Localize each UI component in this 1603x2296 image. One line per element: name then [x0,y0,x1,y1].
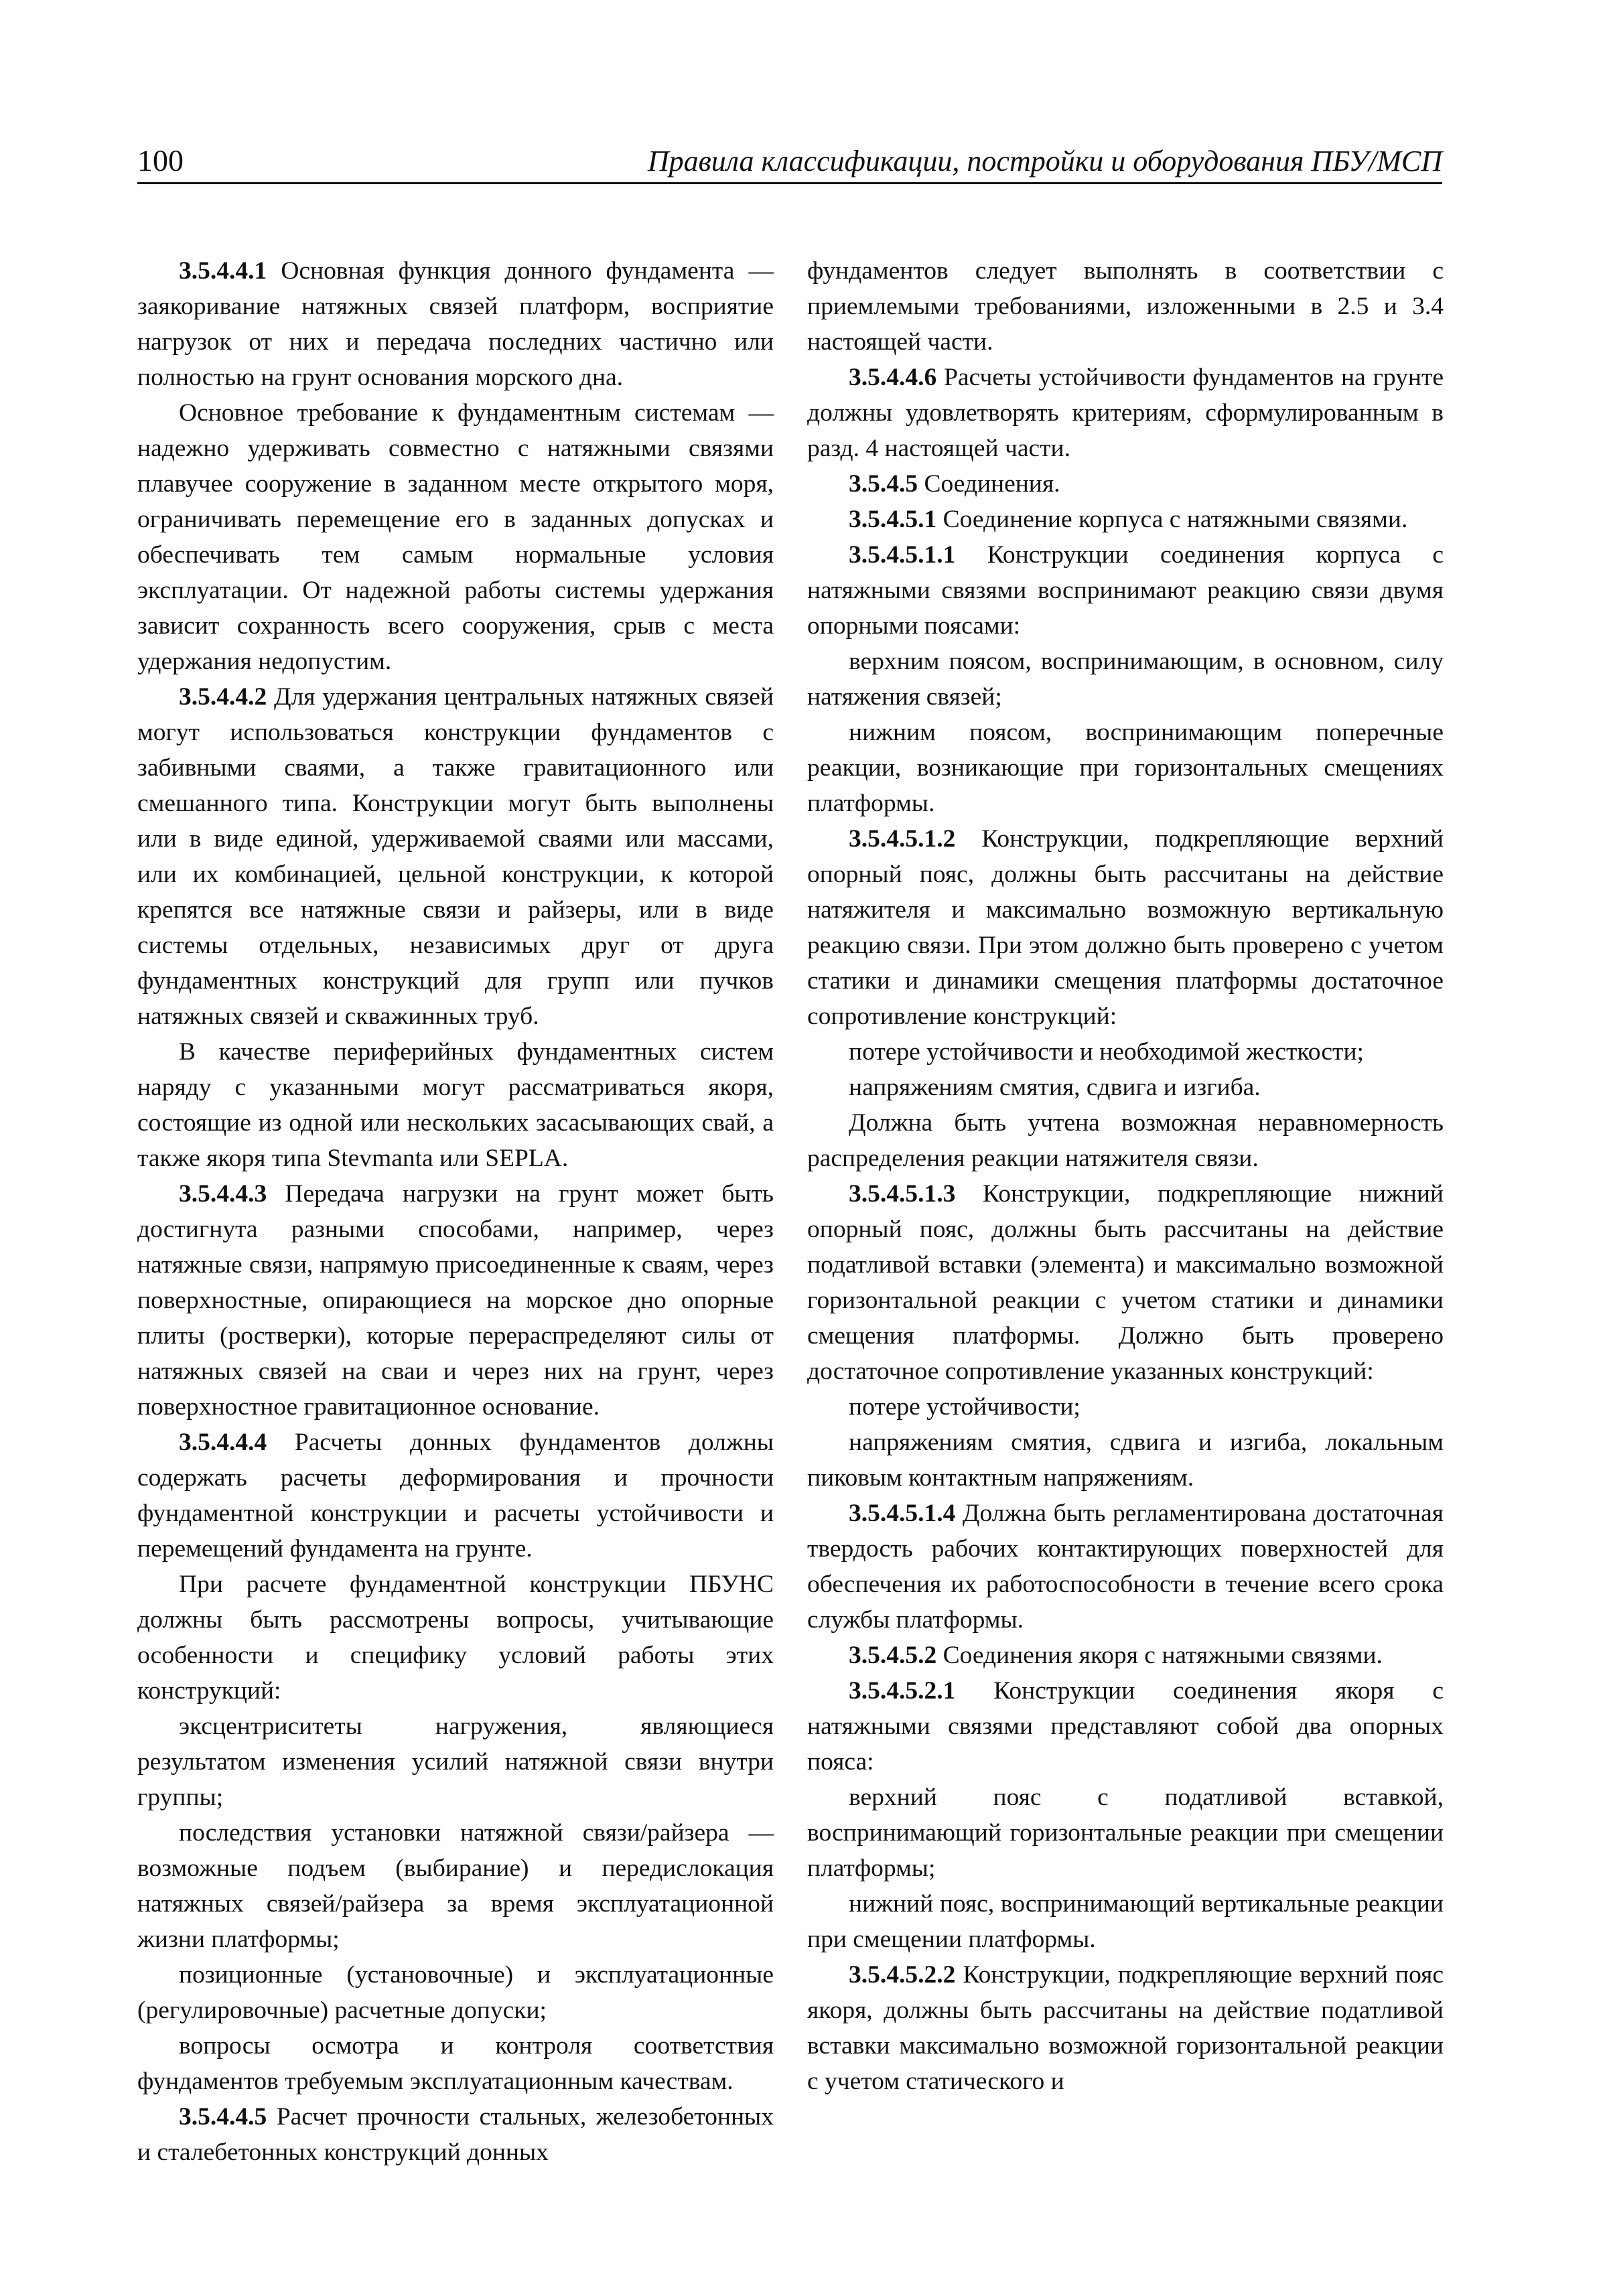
paragraph-text: Основное требование к фундаментным системам — надежно удерживать совместно с натяжными связями плавучее сооружение в заданном месте открытого моря, ограничивать перемещение его в заданных допусках и обеспечивать тем самым нормальные условия эксплуатации. От надежной работы системы удержания зависит сохранность всего сооружения, срыв с места удержания недопустим. [137,399,774,675]
section-number: 3.5.4.5.2 [849,1642,937,1669]
paragraph [807,1886,1444,1957]
paragraph [807,502,1444,537]
running-title: Правила классификации, постройки и оборудования ПБУ/МСП [647,145,1442,177]
paragraph [137,395,774,679]
paragraph-text: Расчеты устойчивости фундаментов на грунте должны удовлетворять критериям, сформулированным в разд. 4 настоящей части. [807,364,1444,462]
paragraph [137,1034,774,1176]
paragraph [807,360,1444,466]
paragraph [807,1673,1444,1780]
right-column [807,253,1444,2099]
section-number: 3.5.4.4.2 [179,683,267,711]
paragraph [137,2099,774,2170]
paragraph [807,715,1444,821]
paragraph-text: Основная функция донного фундамента — заякоривание натяжных связей платформ, восприятие нагрузок от них и передача последних частично или полностью на грунт основания морского дна. [137,257,774,391]
paragraph-text: эксцентриситеты нагружения, являющиеся результатом изменения усилий натяжной связи внутри группы; [137,1713,774,1811]
paragraph-text: Конструкции, подкрепляющие нижний опорный пояс, должны быть рассчитаны на действие податливой вставки (элемента) и максимально возможной горизонтальной реакции с учетом статики и динамики смещения платформы. Должно быть проверено достаточное сопротивление указанных конструкций: [807,1180,1444,1385]
paragraph-text: верхним поясом, воспринимающим, в основном, силу натяжения связей; [807,648,1444,711]
paragraph [807,1496,1444,1638]
paragraph [807,1034,1444,1070]
page-number: 100 [137,143,184,177]
section-number: 3.5.4.5.2.2 [849,1961,956,1989]
paragraph [137,679,774,1034]
paragraph [807,1638,1444,1673]
paragraph [137,1815,774,1957]
paragraph [137,1709,774,1815]
paragraph-text: В качестве периферийных фундаментных систем наряду с указанными могут рассматриваться якоря, состоящие из одной или нескольких засасывающих свай, а также якоря типа Stevmanta или SEPLA. [137,1038,774,1172]
paragraph [137,1425,774,1567]
paragraph [807,1425,1444,1496]
paragraph [807,1780,1444,1886]
paragraph [807,1105,1444,1176]
paragraph [807,466,1444,502]
paragraph-text: напряжениям смятия, сдвига и изгиба, локальным пиковым контактным напряжениям. [807,1429,1444,1492]
paragraph-text: нижний пояс, воспринимающий вертикальные реакции при смещении платформы. [807,1890,1444,1953]
section-number: 3.5.4.5.1.1 [849,541,956,569]
paragraph-text: Расчеты донных фундаментов должны содержать расчеты деформирования и прочности фундаментной конструкции и расчеты устойчивости и перемещений фундамента на грунте. [137,1429,774,1563]
section-number: 3.5.4.5.1.3 [849,1180,956,1208]
section-number: 3.5.4.4.1 [179,257,267,285]
paragraph-text: Конструкции соединения корпуса с натяжными связями воспринимают реакцию связи двумя опорными поясами: [807,541,1444,640]
page-header [137,142,1442,184]
section-number: 3.5.4.4.5 [179,2103,267,2131]
paragraph [807,1389,1444,1425]
paragraph-text: напряжениям смятия, сдвига и изгиба. [849,1074,1261,1101]
paragraph-text: Расчет прочности стальных, железобетонных и сталебетонных конструкций донных [137,2103,774,2166]
paragraph [137,253,774,395]
paragraph [807,644,1444,715]
paragraph [137,1957,774,2028]
paragraph-text: позиционные (установочные) и эксплуатационные (регулировочные) расчетные допуски; [137,1961,774,2024]
paragraph-text: фундаментов следует выполнять в соответствии с приемлемыми требованиями, изложенными в 2.5 и 3.4 настоящей части. [807,257,1444,356]
paragraph-text: При расчете фундаментной конструкции ПБУНС должны быть рассмотрены вопросы, учитывающие особенности и специфику условий работы этих конструкций: [137,1571,774,1705]
paragraph-text: верхний пояс с податливой вставкой, воспринимающий горизонтальные реакции при смещении платформы; [807,1784,1444,1882]
paragraph-text: последствия установки натяжной связи/райзера — возможные подъем (выбирание) и передислокация натяжных связей/райзера за время эксплуатационной жизни платформы; [137,1819,774,1953]
paragraph-text: потере устойчивости; [849,1393,1081,1421]
paragraph [807,1176,1444,1389]
paragraph-text: Конструкции соединения якоря с натяжными связями представляют собой два опорных пояса: [807,1677,1444,1776]
section-number: 3.5.4.4.3 [179,1180,267,1208]
paragraph-text: потере устойчивости и необходимой жесткости; [849,1038,1364,1066]
paragraph-text: Конструкции, подкрепляющие верхний опорный пояс, должны быть рассчитаны на действие натяжителя и максимально возможную вертикальную реакцию связи. При этом должно быть проверено с учетом статики и динамики смещения платформы достаточное сопротивление конструкций: [807,825,1444,1030]
paragraph [807,537,1444,644]
paragraph [137,1567,774,1709]
paragraph [807,1957,1444,2099]
paragraph-text: Соединения. [918,470,1060,498]
paragraph-text: Конструкции, подкрепляющие верхний пояс якоря, должны быть рассчитаны на действие податливой вставки максимально возможной горизонтальной реакции с учетом статического и [807,1961,1444,2095]
section-number: 3.5.4.5.2.1 [849,1677,956,1705]
section-number: 3.5.4.4.4 [179,1429,267,1456]
section-number: 3.5.4.5.1 [849,506,937,533]
paragraph-text: нижним поясом, воспринимающим поперечные реакции, возникающие при горизонтальных смещениях платформы. [807,719,1444,817]
paragraph [137,2028,774,2099]
paragraph [807,253,1444,360]
paragraph [137,1176,774,1425]
paragraph-text: Соединения якоря с натяжными связями. [936,1642,1383,1669]
section-number: 3.5.4.4.6 [849,364,937,391]
section-number: 3.5.4.5 [849,470,918,498]
paragraph-text: Должна быть учтена возможная неравномерность распределения реакции натяжителя связи. [807,1109,1444,1172]
paragraph-text: вопросы осмотра и контроля соответствия фундаментов требуемым эксплуатационным качествам. [137,2032,774,2095]
paragraph-text: Соединение корпуса с натяжными связями. [936,506,1408,533]
section-number: 3.5.4.5.1.2 [849,825,956,853]
paragraph [807,1070,1444,1105]
paragraph [807,821,1444,1034]
paragraph-text: Для удержания центральных натяжных связей могут использоваться конструкции фундаментов с забивными сваями, а также гравитационного или смешанного типа. Конструкции могут быть выполнены или в виде единой, удерживаемой сваями или массами, или их комбинацией, цельной конструкции, к которой крепятся все натяжные связи и райзеры, или в виде системы отдельных, независимых друг от друга фундаментных конструкций для групп или пучков натяжных связей и скважинных труб. [137,683,774,1030]
section-number: 3.5.4.5.1.4 [849,1500,956,1527]
left-column [137,253,774,2170]
paragraph-text: Должна быть регламентирована достаточная твердость рабочих контактирующих поверхностей для обеспечения их работоспособности в течение всего срока службы платформы. [807,1500,1444,1634]
paragraph-text: Передача нагрузки на грунт может быть достигнута разными способами, например, через натяжные связи, напрямую присоединенные к сваям, через поверхностные, опирающиеся на морское дно опорные плиты (ростверки), которые перераспределяют силы от натяжных связей на сваи и через них на грунт, через поверхностное гравитационное основание. [137,1180,774,1421]
